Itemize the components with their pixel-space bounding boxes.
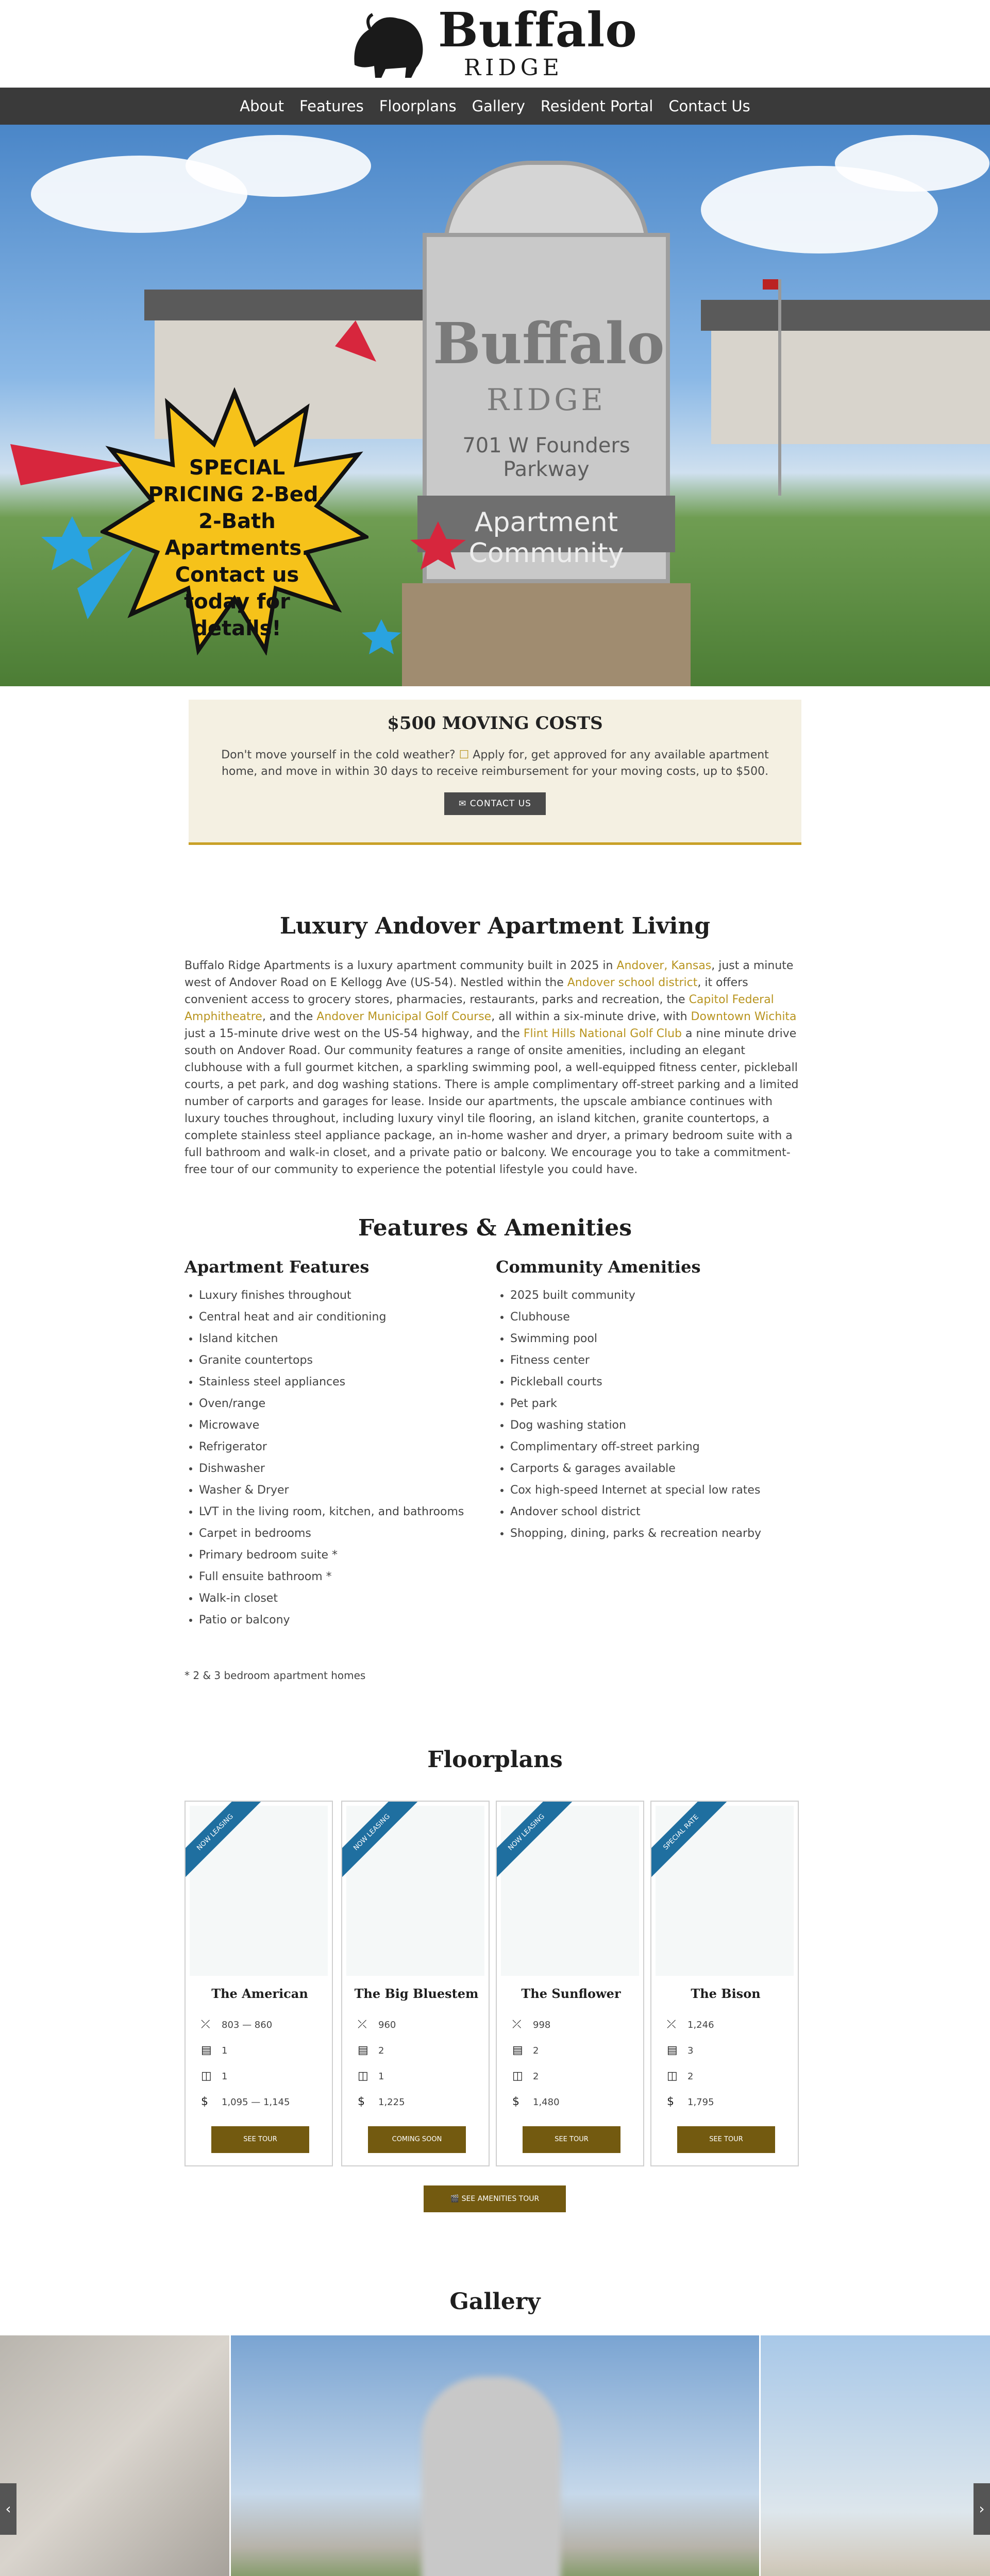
floorplan-tour-button[interactable]: SEE TOUR xyxy=(211,2126,309,2153)
nav-link[interactable]: About xyxy=(240,97,284,115)
community-amenities xyxy=(496,1257,784,1545)
moving-costs-title: $500 MOVING COSTS xyxy=(387,713,603,734)
list-item: • Andover school district xyxy=(510,1501,784,1523)
nav-link[interactable]: Floorplans xyxy=(379,97,457,115)
sqft-value: 998 xyxy=(533,2020,551,2030)
promo-streak xyxy=(335,320,376,362)
beds-value: 1 xyxy=(222,2045,228,2056)
text-run: a nine minute drive south on Andover Road. Our community features a range of onsite amenities, including an elegant clubhouse with a full gourmet kitchen, a sparkling swimming pool, a well-equipped fitness center, pickleball courts, a pet park, and dog washing stations. There is ample complimentary off-street parking and a limited number of carports and garages for lease. Inside our apartments, the upscale ambiance continues with luxury touches throughout, including luxury vinyl tile flooring, an island kitchen, granite countertops, a complete stainless steel appliance package, an in-home washer and dryer, a primary bedroom suite with a full bathroom and walk-in closet, and a private patio or balcony. We encourage you to take a commitment-free tour of our community to experience the potential lifestyle you could have. xyxy=(184,1027,799,1176)
apartment-features-title: Apartment Features xyxy=(184,1257,370,1277)
dollar-icon: $ xyxy=(512,2095,519,2108)
special-pricing-text: SPECIAL PRICING 2-Bed, 2-Bath Apartments. Contact us today for details! xyxy=(148,456,326,640)
star-icon xyxy=(410,521,466,570)
floorplan-name: The Bison xyxy=(691,1986,761,2001)
text-run: Buffalo Ridge Apartments is a luxury apartment community built in 2025 in xyxy=(184,959,617,972)
moving-text-part: Don't move yourself in the cold weather? xyxy=(221,749,459,761)
gallery-next-button[interactable]: › xyxy=(974,2483,990,2535)
luxury-title: Luxury Andover Apartment Living xyxy=(279,913,711,939)
list-item: • Pet park xyxy=(510,1393,784,1415)
size-icon: ⤫ xyxy=(201,2018,210,2031)
apartment-features-list xyxy=(184,1285,473,1631)
list-item: • Central heat and air conditioning xyxy=(199,1307,473,1328)
list-item: • Clubhouse xyxy=(510,1307,784,1328)
list-item: • Walk-in closet xyxy=(199,1588,473,1609)
baths-value: 2 xyxy=(533,2071,539,2082)
moving-text-part: Apply for, get approved for any available apartment home, and move in within 30 days to receive reimbursement for your moving costs, up to $500. xyxy=(221,749,769,778)
list-item: • Microwave xyxy=(199,1415,473,1436)
moving-link[interactable]: ☐ xyxy=(459,749,469,761)
moving-costs-banner xyxy=(189,700,801,845)
list-item: • Complimentary off-street parking xyxy=(510,1436,784,1458)
floorplan-price xyxy=(358,2095,481,2113)
main-nav xyxy=(0,88,990,125)
nav-link[interactable]: Resident Portal xyxy=(540,97,653,115)
text-run: , it offers convenient access to grocery stores, pharmacies, restaurants, parks and recreation, the xyxy=(184,976,748,1006)
community-amenities-title: Community Amenities xyxy=(496,1257,701,1277)
star-icon xyxy=(41,516,103,570)
hero-image xyxy=(0,125,990,686)
monument-plate-text: Apartment Community xyxy=(468,507,624,569)
school-district-link[interactable]: Andover school district xyxy=(567,976,698,989)
nav-item-resident-portal[interactable] xyxy=(541,97,653,115)
moving-costs-text xyxy=(220,747,770,780)
floorplan-sqft xyxy=(512,2018,636,2036)
site-header xyxy=(0,0,990,88)
amenities-tour-button[interactable]: 🎬 SEE AMENITIES TOUR xyxy=(424,2185,566,2212)
size-icon: ⤫ xyxy=(512,2018,522,2031)
list-item: • Carpet in bedrooms xyxy=(199,1523,473,1545)
floorplan-ribbon: NOW LEASING xyxy=(341,1801,420,1880)
floorplan-beds xyxy=(358,2044,481,2061)
floorplan-card[interactable] xyxy=(341,1801,490,2166)
list-item: • Pickleball courts xyxy=(510,1371,784,1393)
list-item: • Stainless steel appliances xyxy=(199,1371,473,1393)
sqft-value: 803 — 860 xyxy=(222,2020,273,2030)
gallery-title: Gallery xyxy=(449,2289,541,2315)
sqft-value: 1,246 xyxy=(687,2020,714,2030)
beds-value: 2 xyxy=(378,2045,384,2056)
list-item: • Swimming pool xyxy=(510,1328,784,1350)
text-run: , and the xyxy=(262,1010,317,1023)
nav-item-floorplans[interactable] xyxy=(379,97,457,115)
list-item: • 2025 built community xyxy=(510,1285,784,1307)
text-run: , all within a six-minute drive, with xyxy=(491,1010,691,1023)
beds-value: 3 xyxy=(687,2045,694,2056)
nav-item-about[interactable] xyxy=(240,97,284,115)
text-run: , just a minute west of Andover Road on E Kellogg Ave (US-54). Nestled within the xyxy=(184,959,794,989)
features-footnote: * 2 & 3 bedroom apartment homes xyxy=(184,1669,366,1682)
price-value: 1,225 xyxy=(378,2097,405,2108)
floorplan-ribbon: SPECIAL RATE xyxy=(650,1801,729,1880)
floorplan-ribbon: NOW LEASING xyxy=(496,1801,574,1880)
logo-subtitle: RIDGE xyxy=(464,55,564,81)
floorplan-price xyxy=(667,2095,791,2113)
list-item: • Full ensuite bathroom * xyxy=(199,1566,473,1588)
floorplan-name: The Sunflower xyxy=(521,1986,621,2001)
bison-icon xyxy=(349,8,427,80)
floorplan-baths xyxy=(667,2070,791,2087)
price-value: 1,795 xyxy=(687,2097,714,2108)
floorplan-baths xyxy=(358,2070,481,2087)
contact-us-label: CONTACT US xyxy=(469,799,531,809)
floorplan-baths xyxy=(512,2070,636,2087)
monument-address: 701 W Founders Parkway xyxy=(462,434,630,481)
list-item: • Primary bedroom suite * xyxy=(199,1545,473,1566)
luxury-paragraph xyxy=(184,957,806,1178)
andover-link[interactable]: Andover, Kansas xyxy=(616,959,712,972)
dollar-icon: $ xyxy=(201,2095,208,2108)
price-value: 1,095 — 1,145 xyxy=(222,2097,290,2108)
logo-wordmark: Buffalo xyxy=(438,2,637,58)
amenities-tour-label: SEE AMENITIES TOUR xyxy=(461,2195,540,2203)
floorplan-tour-button[interactable]: COMING SOON xyxy=(368,2126,466,2153)
list-item: • Oven/range xyxy=(199,1393,473,1415)
bed-icon: ▤ xyxy=(201,2044,212,2057)
amphitheatre-link[interactable]: Capitol Federal Amphitheatre xyxy=(184,993,774,1023)
baths-value: 2 xyxy=(687,2071,694,2082)
beds-value: 2 xyxy=(533,2045,539,2056)
list-item: • Granite countertops xyxy=(199,1350,473,1371)
bed-icon: ▤ xyxy=(512,2044,523,2057)
floorplan-beds xyxy=(201,2044,325,2061)
downtown-wichita-link[interactable]: Downtown Wichita xyxy=(691,1010,797,1023)
floorplan-tour-button[interactable]: SEE TOUR xyxy=(523,2126,620,2153)
floorplan-baths xyxy=(201,2070,325,2087)
nav-link[interactable]: Gallery xyxy=(472,97,525,115)
floorplans-title: Floorplans xyxy=(427,1747,563,1773)
size-icon: ⤫ xyxy=(667,2018,676,2031)
bath-icon: ◫ xyxy=(512,2070,523,2082)
list-item: • Dog washing station xyxy=(510,1415,784,1436)
list-item: • Carports & garages available xyxy=(510,1458,784,1480)
sqft-value: 960 xyxy=(378,2020,396,2030)
nav-item-gallery[interactable] xyxy=(472,97,525,115)
golf-course-link[interactable]: Andover Municipal Golf Course xyxy=(316,1010,492,1023)
size-icon: ⤫ xyxy=(358,2018,367,2031)
bath-icon: ◫ xyxy=(201,2070,212,2082)
gallery-carousel[interactable] xyxy=(0,2335,990,2576)
gallery-image-monument xyxy=(231,2335,759,2576)
nav-link[interactable]: Features xyxy=(299,97,364,115)
bed-icon: ▤ xyxy=(358,2044,368,2057)
bed-icon: ▤ xyxy=(667,2044,678,2057)
floorplan-name: The American xyxy=(211,1986,308,2001)
contact-us-button[interactable]: ✉ CONTACT US xyxy=(444,792,546,815)
community-amenities-list xyxy=(496,1285,784,1545)
brand-logo[interactable] xyxy=(340,2,660,82)
list-item: • LVT in the living room, kitchen, and bathrooms xyxy=(199,1501,473,1523)
features-title: Features & Amenities xyxy=(358,1215,632,1241)
floorplan-beds xyxy=(512,2044,636,2061)
gallery-prev-button[interactable]: ‹ xyxy=(0,2483,16,2535)
gallery-image-bedroom xyxy=(0,2335,229,2576)
list-item: • Island kitchen xyxy=(199,1328,473,1350)
floorplan-card[interactable] xyxy=(650,1801,799,2166)
list-item: • Luxury finishes throughout xyxy=(199,1285,473,1307)
flint-hills-link[interactable]: Flint Hills National Golf Club xyxy=(523,1027,682,1040)
list-item: • Washer & Dryer xyxy=(199,1480,473,1501)
dollar-icon: $ xyxy=(667,2095,674,2108)
monument-title: Buffalo xyxy=(433,310,665,377)
floorplan-beds xyxy=(667,2044,791,2061)
nav-link[interactable]: Contact Us xyxy=(668,97,750,115)
floorplan-card[interactable] xyxy=(496,1801,644,2166)
bath-icon: ◫ xyxy=(358,2070,368,2082)
nav-item-features[interactable] xyxy=(299,97,364,115)
list-item: • Dishwasher xyxy=(199,1458,473,1480)
floorplan-sqft xyxy=(667,2018,791,2036)
list-item: • Shopping, dining, parks & recreation nearby xyxy=(510,1523,784,1545)
bath-icon: ◫ xyxy=(667,2070,678,2082)
floorplan-name: The Big Bluestem xyxy=(354,1986,479,2001)
floorplan-sqft xyxy=(201,2018,325,2036)
floorplan-tour-button[interactable]: SEE TOUR xyxy=(677,2126,775,2153)
gallery-image-building xyxy=(761,2335,990,2576)
baths-value: 1 xyxy=(222,2071,228,2082)
floorplan-ribbon: NOW LEASING xyxy=(184,1801,263,1880)
list-item: • Fitness center xyxy=(510,1350,784,1371)
dollar-icon: $ xyxy=(358,2095,365,2108)
nav-item-contact[interactable] xyxy=(668,97,750,115)
text-run: just a 15-minute drive west on the US-54 highway, and the xyxy=(184,1027,524,1040)
apartment-features xyxy=(184,1257,473,1631)
floorplan-sqft xyxy=(358,2018,481,2036)
list-item: • Cox high-speed Internet at special low rates xyxy=(510,1480,784,1501)
floorplan-card[interactable] xyxy=(184,1801,333,2166)
list-item: • Patio or balcony xyxy=(199,1609,473,1631)
list-item: • Refrigerator xyxy=(199,1436,473,1458)
monument-subtitle: RIDGE xyxy=(486,382,606,417)
baths-value: 1 xyxy=(378,2071,384,2082)
price-value: 1,480 xyxy=(533,2097,560,2108)
floorplan-price xyxy=(201,2095,325,2113)
floorplan-price xyxy=(512,2095,636,2113)
